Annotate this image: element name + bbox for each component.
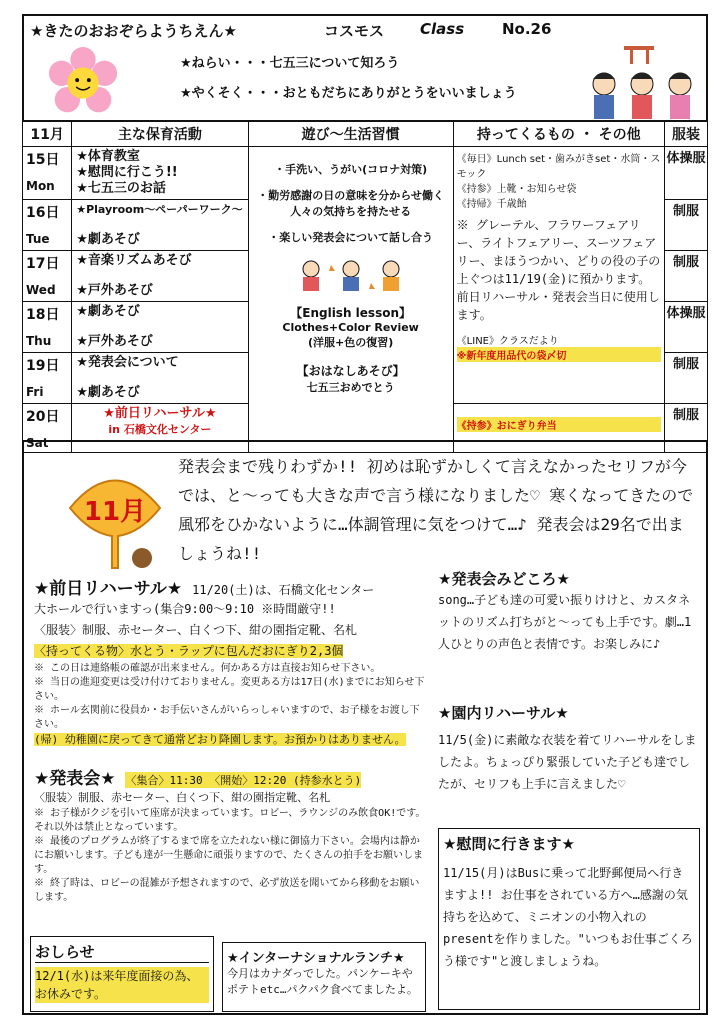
issue-number: No.26 bbox=[502, 20, 552, 38]
lunch-title: ★インターナショナルランチ★ bbox=[227, 951, 405, 966]
story-play-title: 【おはなしあそび】 bbox=[296, 364, 405, 378]
uniform-cell: 制服 bbox=[664, 353, 707, 404]
weekday: Fri bbox=[26, 385, 44, 399]
recital-times: 〈集合〉11:30 〈開始〉12:20 (持参水とう) bbox=[125, 774, 362, 787]
uniform-header: 服装 bbox=[664, 121, 707, 147]
notice-title: おしらせ bbox=[35, 941, 209, 963]
notice-box bbox=[30, 936, 214, 1012]
weekday: Sat bbox=[26, 436, 49, 450]
flower-icon bbox=[44, 46, 122, 124]
leaf-month-label: 11月 bbox=[83, 497, 147, 527]
rehearsal-return-note: (帰) 幼稚園に戻ってきて通常どおり降園します。お預かりはありません。 bbox=[34, 733, 406, 746]
daily-items: 《毎日》Lunch set・歯みがきset・水筒・スモック bbox=[456, 154, 661, 180]
day-date: 20日 bbox=[26, 409, 60, 425]
uniform-cell: 制服 bbox=[664, 200, 707, 251]
month-header: 11月 bbox=[23, 121, 72, 147]
english-lesson-title: 【English lesson】 bbox=[290, 306, 411, 320]
rehearsal-bring: 〈持ってくる物〉水とう・ラップに包んだおにぎり2,3個 bbox=[34, 644, 344, 658]
shichigosan-kids-icon bbox=[584, 44, 704, 124]
uniform-cell: 体操服 bbox=[664, 302, 707, 353]
inner-rehearsal-section bbox=[438, 702, 700, 795]
recital-note: ※ 最後のプログラムが終了するまで席を立たれない様に御協力下さい。会場内は静かにお願いします。子ども達が一生懸命に頑張りますので、たくさんの拍手をお願いします。 bbox=[34, 836, 423, 875]
goal-text: ★ねらい・・・七五三について知ろう bbox=[180, 56, 400, 71]
rehearsal-section bbox=[34, 574, 426, 748]
activity-item: ★劇あそび bbox=[76, 232, 140, 247]
activity-item: ★前日リハーサル★ bbox=[103, 406, 217, 421]
weekday: Tue bbox=[26, 232, 50, 246]
weekday: Thu bbox=[26, 334, 52, 348]
rehearsal-title: ★前日リハーサル★ bbox=[34, 579, 183, 599]
weekday: Wed bbox=[26, 283, 56, 297]
visit-title: ★慰問に行きます★ bbox=[443, 835, 575, 853]
activity-item: in 石橋文化センター bbox=[108, 423, 212, 436]
onigiri-note: 《持参》おにぎり弁当 bbox=[457, 417, 661, 432]
recital-note: ※ 終了時は、ロビーの混雑が予想されますので、必ず放送を聞いてから移動をお願いします。 bbox=[34, 878, 420, 903]
rehearsal-note: ※ この日は連絡帳の確認が出来ません。何かある方は直接お知らせ下さい。 bbox=[34, 663, 381, 674]
activity-item: ★劇あそび bbox=[76, 385, 140, 400]
rehearsal-line: 大ホールで行いますっ(集合9:00～9:10 ※時間厳守!! bbox=[34, 602, 336, 616]
activity-item: ★発表会について bbox=[76, 355, 179, 370]
play-item: ・手洗い、うがい(コロナ対策) bbox=[274, 163, 428, 176]
bring-items: 《持参》上靴・お知らせ袋 bbox=[456, 184, 577, 195]
recital-section bbox=[34, 764, 426, 905]
new-goods-note: ※新年度用品代の袋〆切 bbox=[457, 347, 661, 362]
rehearsal-date: 11/20(土)は、石橋文化センター bbox=[192, 583, 375, 597]
visit-box bbox=[438, 828, 700, 1010]
line-note: 《LINE》クラスだより bbox=[456, 336, 559, 347]
english-lesson-jp: (洋服+色の復習) bbox=[307, 336, 394, 349]
activity-item: ★七五三のお話 bbox=[76, 181, 166, 196]
play-item: ・楽しい発表会について話し合う bbox=[268, 231, 434, 244]
play-header: 遊び～生活習慣 bbox=[248, 121, 453, 147]
uniform-cell: 体操服 bbox=[664, 147, 707, 200]
children-playing-icon bbox=[291, 255, 411, 295]
rehearsal-dress: 〈服装〉制服、赤セーター、白くつ下、紺の園指定靴、名札 bbox=[34, 623, 358, 637]
notice-text: 12/1(水)は来年度面接の為、お休みです。 bbox=[35, 967, 209, 1003]
activity-item: ★戸外あそび bbox=[76, 334, 153, 349]
play-item: ・勤労感謝の日の意味を分からせ働く人々の気持ちを持たせる bbox=[257, 189, 444, 218]
intro-message: 発表会まで残りわずか!! 初めは恥ずかしくて言えなかったセリフが今では、と～っても大きな声で言う様になりました♡ 寒くなってきたので風邪をひかないように…体調管理に気をつけて…♪ 発表会は29名で出ましょうね!! bbox=[178, 457, 694, 563]
takehome-items: 《持帰》千歳飴 bbox=[456, 199, 527, 210]
inner-rehearsal-text: 11/5(金)に素敵な衣装を着てリハーサルをしましたよ。ちょっぴり緊張していた子ども達でしたが、セリフも上手に言えました♡ bbox=[438, 733, 697, 791]
story-play-topic: 七五三おめでとう bbox=[306, 381, 395, 394]
lunch-box bbox=[222, 942, 426, 1012]
activity-item: ★Playroom～ペーパーワーク～ bbox=[76, 203, 243, 216]
table-row bbox=[23, 147, 708, 200]
lunch-text: 今月はカナダっでした。パンケーキやポテトetc…パクパク食べてましたよ。 bbox=[227, 967, 418, 996]
ginkgo-leaf-icon bbox=[60, 458, 170, 578]
day-date: 19日 bbox=[26, 358, 60, 374]
activity-item: ★体育教室 bbox=[76, 149, 140, 164]
highlight-section bbox=[438, 568, 700, 655]
inner-rehearsal-title: ★園内リハーサル★ bbox=[438, 704, 569, 722]
visit-text: 11/15(月)はBusに乗って北野郵便局へ行きますよ!! お仕事をされている方へ…感謝の気持ちを込めて、ミニオンの小物入れのpresentを作りました。"いつもお仕事ごくろう様です"と渡しましょうね。 bbox=[443, 866, 693, 968]
recital-dress: 〈服装〉制服、赤セーター、白くつ下、紺の園指定靴、名札 bbox=[34, 791, 331, 804]
activity-item: ★音楽リズムあそび bbox=[76, 253, 192, 268]
highlight-text: song…子ども達の可愛い振りけけと、カスタネットのリズム打ちがと～っても上手です。劇…1人ひとりの声色と表情です。お楽しみに♪ bbox=[438, 593, 692, 651]
day-date: 15日 bbox=[26, 152, 60, 168]
activity-item: ★劇あそび bbox=[76, 304, 140, 319]
uniform-cell: 制服 bbox=[664, 404, 707, 453]
weekday: Mon bbox=[26, 179, 55, 193]
recital-note: ※ お子様がクジを引いて座席が決まっています。ロビー、ラウンジのみ飲食OK!です。それ以外は禁止となっています。 bbox=[34, 808, 426, 833]
english-lesson-topic: Clothes+Color Review bbox=[282, 321, 419, 334]
promise-text: ★やくそく・・・おともだちにありがとうをいいましょう bbox=[180, 86, 517, 101]
highlight-title: ★発表会みどころ★ bbox=[438, 570, 570, 588]
day-date: 18日 bbox=[26, 307, 60, 323]
newsletter-header bbox=[22, 14, 708, 122]
bring-header: 持ってくるもの ・ その他 bbox=[453, 121, 664, 147]
costume-note: ※ グレーテル、フラワーフェアリー、ライトフェアリー、スーツフェアリー、まほうつかい、どりの役の子の上ぐつは11/19(金)に預かります。前日リハーサル・発表会当日に使用します。 bbox=[456, 218, 661, 322]
recital-title: ★発表会★ bbox=[34, 769, 116, 789]
school-name: ★きたのおおぞらようちえん★ bbox=[30, 22, 237, 40]
class-word: Class bbox=[420, 20, 465, 38]
rehearsal-note: ※ ホール玄関前に役員か・お手伝いさんがいらっしゃいますので、お子様をお渡し下さい。 bbox=[34, 705, 420, 730]
day-date: 17日 bbox=[26, 256, 60, 272]
rehearsal-note: ※ 当日の進迎変更は受け付けておりません。変更ある方は17日(水)までにお知らせ下さい。 bbox=[34, 677, 425, 702]
class-name: コスモス bbox=[324, 22, 385, 40]
activity-item: ★戸外あそび bbox=[76, 283, 153, 298]
day-date: 16日 bbox=[26, 205, 60, 221]
activity-header: 主な保育活動 bbox=[72, 121, 248, 147]
uniform-cell: 制服 bbox=[664, 251, 707, 302]
weekly-schedule-table bbox=[22, 120, 708, 453]
activity-item: ★慰問に行こう!! bbox=[76, 165, 178, 180]
